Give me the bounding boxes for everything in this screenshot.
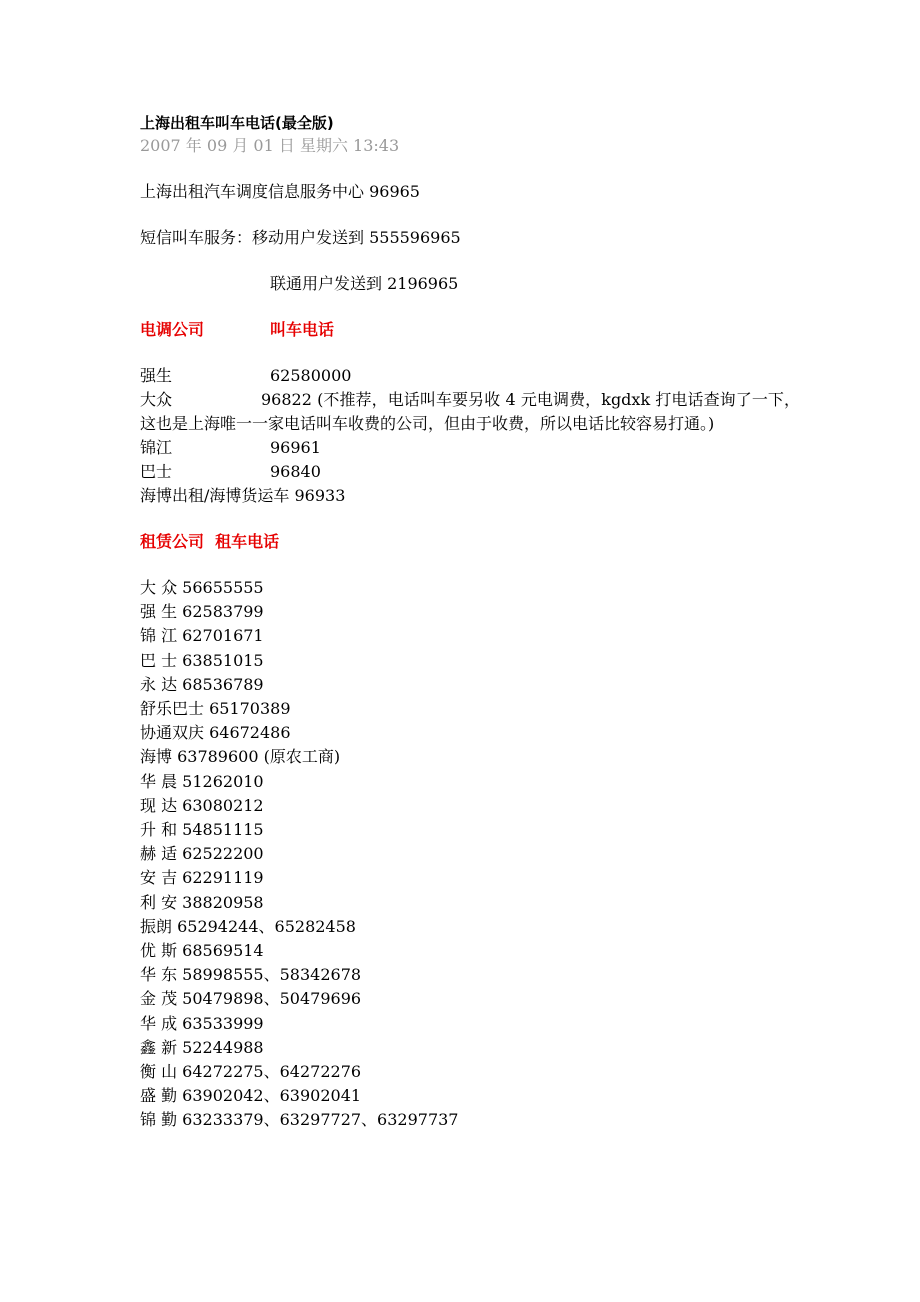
company-phone: 62580000: [270, 366, 352, 385]
rental-row: 锦 江 62701671: [140, 626, 264, 646]
company-name: 巴士: [140, 462, 173, 481]
post-date: 2007 年 09 月 01 日 星期六 13:43: [140, 136, 400, 155]
rental-row: 巴 士 63851015: [140, 650, 264, 670]
rental-list: [140, 576, 800, 1133]
company-name: 强生: [140, 366, 173, 385]
dispatch-row: [140, 484, 800, 508]
sms-mobile-line: 短信叫车服务：移动用户发送到 555596965: [140, 228, 461, 247]
rental-row: 赫 适 62522200: [140, 844, 264, 864]
rental-section-heading: 租赁公司 租车电话: [140, 532, 280, 551]
spacer: [140, 554, 800, 576]
rental-row: 利 安 38820958: [140, 892, 264, 912]
rental-row: 鑫 新 52244988: [140, 1037, 264, 1057]
spacer: [140, 158, 800, 180]
rental-row: 舒乐巴士 65170389: [140, 699, 291, 719]
rental-row: 海博 63789600 (原农工商): [140, 747, 341, 767]
rental-row: 盛 勤 63902042、63902041: [140, 1086, 362, 1106]
company-phone: 96840: [270, 462, 321, 481]
company-name: 锦江: [140, 438, 173, 457]
heading-company: 电调公司: [140, 320, 205, 339]
dispatch-row: [140, 436, 800, 460]
rental-row: 协通双庆 64672486: [140, 723, 291, 743]
spacer: [140, 342, 800, 364]
rental-row: 永 达 68536789: [140, 674, 264, 694]
dispatch-section-heading: [140, 318, 800, 342]
dispatch-center-line: 上海出租汽车调度信息服务中心 96965: [140, 182, 420, 201]
company-name: 大众: [140, 390, 173, 409]
rental-row: 优 斯 68569514: [140, 941, 264, 961]
dispatch-row: [140, 364, 800, 388]
rental-row: 安 吉 62291119: [140, 868, 264, 888]
rental-row: 华 成 63533999: [140, 1013, 264, 1033]
rental-row: 华 晨 51262010: [140, 771, 264, 791]
company-phone: 96822 (不推荐，电话叫车要另收 4 元电调费，kgdxk 打电话查询了一下，这也是上海唯一一家电话叫车收费的公司，但由于收费，所以电话比较容易打通。): [140, 390, 800, 433]
rental-row: 强 生 62583799: [140, 602, 264, 622]
spacer: [140, 296, 800, 318]
rental-row: 华 东 58998555、58342678: [140, 965, 362, 985]
rental-row: 锦 勤 63233379、63297727、63297737: [140, 1110, 459, 1130]
dispatch-row: [140, 388, 800, 436]
rental-row: 振朗 65294244、65282458: [140, 916, 356, 936]
rental-row: 金 茂 50479898、50479696: [140, 989, 362, 1009]
dispatch-row: [140, 460, 800, 484]
spacer: [140, 204, 800, 226]
company-phone: 96933: [294, 486, 346, 505]
document-title: 上海出租车叫车电话(最全版): [140, 114, 334, 132]
rental-row: 大 众 56655555: [140, 578, 264, 597]
company-name: 海博出租/海博货运车: [140, 486, 290, 505]
heading-phone: 叫车电话: [270, 320, 335, 339]
spacer: [140, 250, 800, 272]
rental-row: 升 和 54851115: [140, 820, 264, 840]
dispatch-list: [140, 364, 800, 508]
sms-unicom-line: 联通用户发送到 2196965: [270, 274, 459, 293]
rental-row: 衡 山 64272275、64272276: [140, 1062, 362, 1082]
document-page: [140, 112, 800, 1133]
spacer: [140, 508, 800, 530]
company-phone: 96961: [270, 438, 321, 457]
rental-row: 现 达 63080212: [140, 795, 264, 815]
